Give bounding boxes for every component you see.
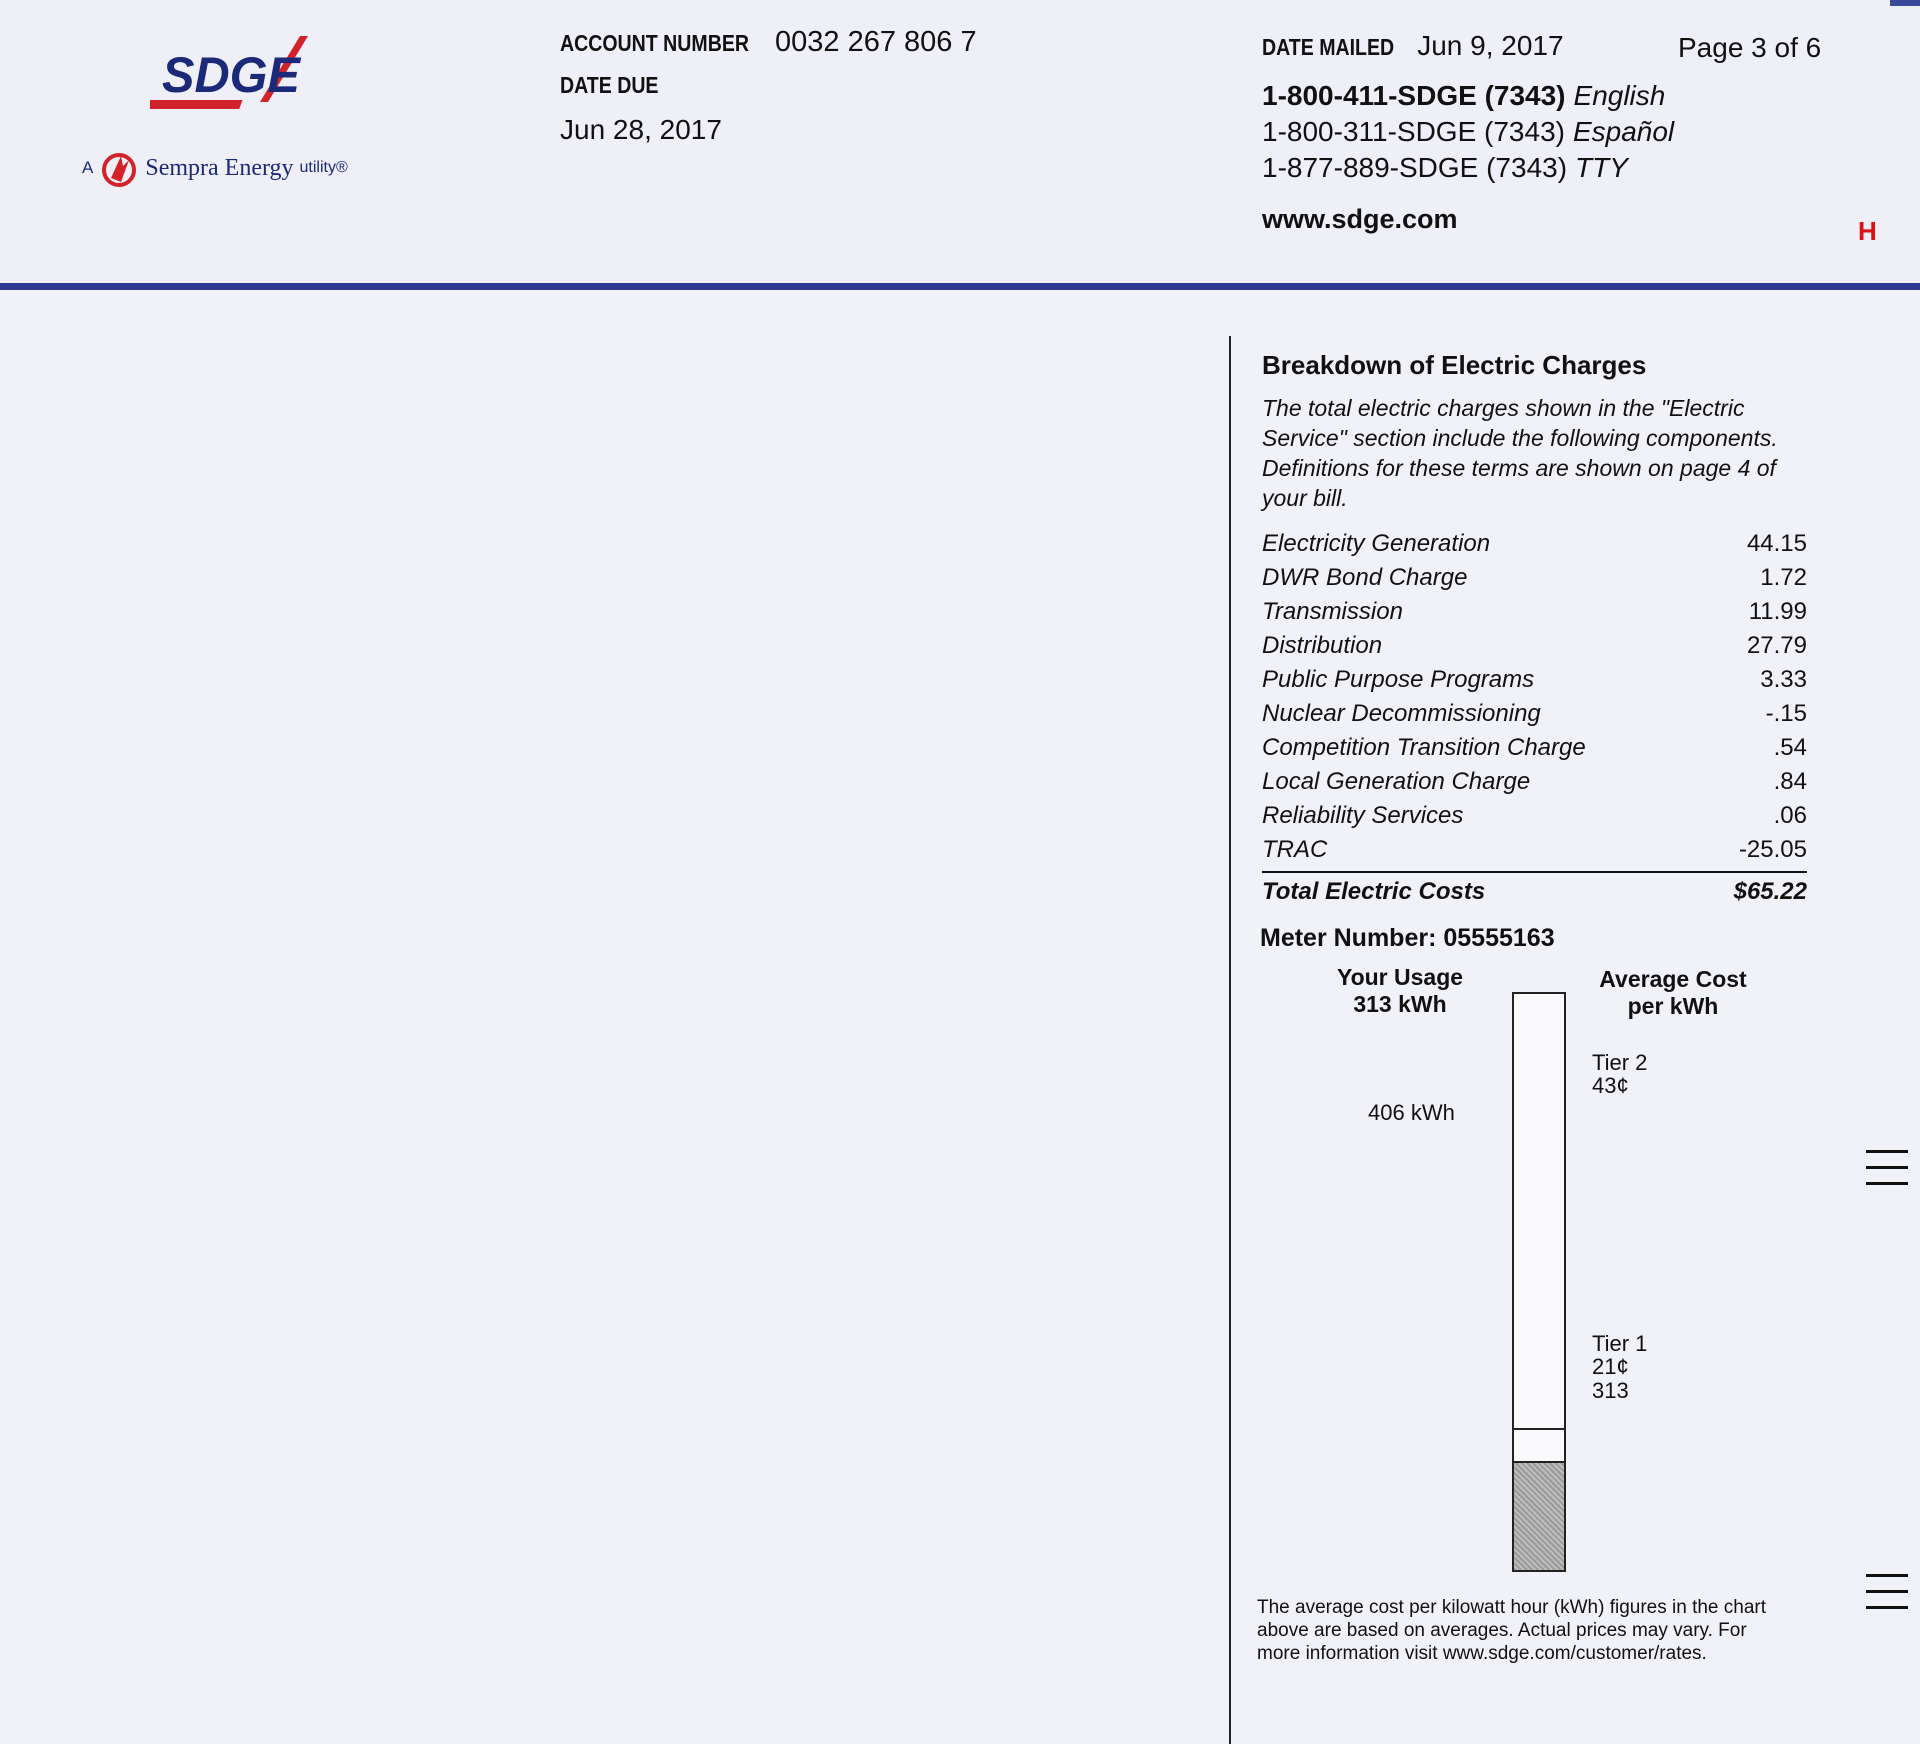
charge-amount: 27.79 [1746, 632, 1807, 659]
charge-row [1262, 833, 1807, 867]
charge-amount: .06 [1773, 802, 1807, 829]
scan-marks-lower [1866, 1574, 1908, 1622]
tier1-label [1592, 1332, 1647, 1378]
tier1-limit-label: 406 kWh [1368, 1100, 1455, 1125]
usage-heading-line1: Your Usage [1336, 964, 1464, 990]
phone-list [1262, 78, 1674, 186]
charge-label: Transmission [1262, 598, 1403, 625]
corner-letter-mark: H [1858, 216, 1877, 246]
charge-label: Local Generation Charge [1262, 768, 1531, 795]
usage-value-label: 313 [1592, 1378, 1629, 1403]
sempra-flame-icon [99, 148, 139, 188]
date-due-value: Jun 28, 2017 [560, 114, 722, 145]
tier-divider-line [1514, 1428, 1564, 1430]
sdge-logo-text: SDGE [162, 47, 302, 103]
usage-heading-line2: 313 kWh [1353, 991, 1447, 1017]
charge-label: DWR Bond Charge [1262, 564, 1468, 591]
average-cost-note: The average cost per kilowatt hour (kWh) figures in the chart above are based on averages. Actual prices may vary. For more information visit www.sdge.com/customer/rates. [1257, 1597, 1767, 1664]
website-link[interactable]: www.sdge.com [1262, 204, 1458, 234]
cost-heading [1588, 966, 1758, 1020]
charge-amount: -25.05 [1738, 836, 1807, 863]
cost-heading-line1: Average Cost [1599, 966, 1747, 992]
scan-marks-upper [1866, 1150, 1908, 1198]
charge-row [1262, 561, 1807, 595]
charge-row [1262, 731, 1807, 765]
account-number-label: ACCOUNT NUMBER [560, 30, 749, 56]
charge-amount: 11.99 [1748, 598, 1807, 625]
charge-label: Competition Transition Charge [1262, 734, 1586, 761]
charge-label: Reliability Services [1262, 802, 1464, 829]
date-due-label-wrap [560, 72, 676, 99]
charge-label: Public Purpose Programs [1262, 666, 1535, 693]
tier2-price: 43¢ [1592, 1073, 1629, 1098]
charge-amount: 3.33 [1760, 666, 1807, 693]
breakdown-intro: The total electric charges shown in the "Electric Service" section include the following components. Definitions for these terms are shown on page 4 of your bill. [1262, 395, 1778, 511]
phone-language: TTY [1575, 152, 1628, 183]
phone-number: 1-800-311-SDGE (7343) [1262, 116, 1565, 147]
charge-label: Electricity Generation [1262, 530, 1491, 557]
total-row [1262, 871, 1807, 909]
charges-list [1262, 527, 1807, 867]
tier2-label [1592, 1051, 1647, 1097]
date-due-label: DATE DUE [560, 72, 659, 98]
phone-number: 1-800-411-SDGE (7343) [1262, 80, 1566, 111]
breakdown-title: Breakdown of Electric Charges [1262, 350, 1647, 380]
cost-heading-line2: per kWh [1627, 993, 1719, 1019]
tier2-name: Tier 2 [1592, 1050, 1648, 1075]
charge-row [1262, 799, 1807, 833]
phone-line-tty [1262, 150, 1674, 186]
charge-amount: 1.72 [1760, 564, 1807, 591]
usage-heading [1320, 964, 1480, 1018]
account-number-value: 0032 267 806 7 [775, 26, 977, 58]
tagline-suffix: utility® [299, 159, 348, 176]
charge-row [1262, 697, 1807, 731]
date-mailed-field [1262, 30, 1564, 62]
account-number-field [560, 26, 977, 59]
corner-edge-mark [1890, 0, 1920, 6]
phone-language: English [1573, 80, 1666, 111]
charge-label: Distribution [1262, 632, 1383, 659]
charge-row [1262, 595, 1807, 629]
charge-amount: .54 [1773, 734, 1807, 761]
charge-label: Nuclear Decommissioning [1262, 700, 1541, 727]
charge-row [1262, 663, 1807, 697]
phone-number: 1-877-889-SDGE (7343) [1262, 152, 1568, 183]
tagline-prefix: A [82, 158, 94, 177]
sempra-tagline [82, 148, 348, 188]
tier1-name: Tier 1 [1592, 1331, 1648, 1356]
sdge-logo [150, 30, 310, 120]
phone-language: Español [1572, 116, 1675, 147]
total-amount: $65.22 [1733, 878, 1807, 905]
phone-line-spanish [1262, 114, 1674, 150]
phone-line-english [1262, 78, 1674, 114]
date-mailed-label: DATE MAILED [1262, 34, 1395, 60]
header-divider [0, 283, 1920, 290]
usage-bar [1512, 992, 1566, 1572]
page-indicator: Page 3 of 6 [1678, 32, 1822, 63]
breakdown-section [1262, 350, 1807, 909]
date-mailed-value: Jun 9, 2017 [1417, 30, 1564, 61]
usage-fill [1514, 1461, 1564, 1570]
charge-row [1262, 765, 1807, 799]
meter-number: Meter Number: 05555163 [1260, 924, 1555, 952]
column-divider [1229, 336, 1231, 1744]
charge-row [1262, 629, 1807, 663]
charge-row [1262, 527, 1807, 561]
tagline-name: Sempra Energy [145, 154, 294, 181]
tier1-price: 21¢ [1592, 1354, 1629, 1379]
charge-amount: .84 [1773, 768, 1807, 795]
charge-amount: 44.15 [1746, 530, 1807, 557]
total-label: Total Electric Costs [1262, 878, 1486, 905]
charge-amount: -.15 [1765, 700, 1807, 727]
charge-label: TRAC [1262, 836, 1328, 863]
